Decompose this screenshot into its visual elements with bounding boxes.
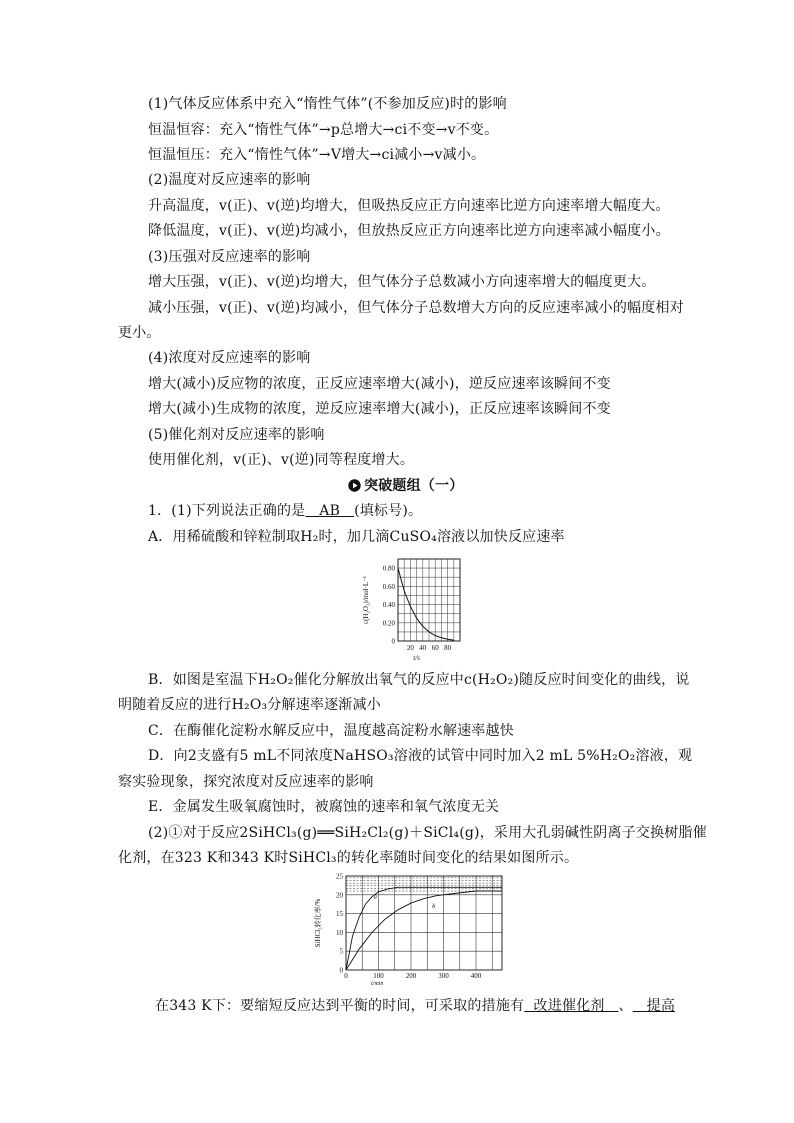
play-circle-icon <box>348 479 361 497</box>
y-tick-label: 10 <box>336 928 343 937</box>
y-tick-label: 0.80 <box>382 564 395 573</box>
text-line: 增大(减小)反应物的浓度，正反应速率增大(减小)，逆反应速率该瞬间不变 <box>148 376 611 392</box>
y-tick-label: 0 <box>339 966 343 975</box>
part-2-line-2: 化剂，在323 K和343 K时SiHCl₃的转化率随时间变化的结果如图所示。 <box>118 850 579 866</box>
separator: 、 <box>618 998 633 1014</box>
text-line: 升高温度，v(正)、v(逆)均增大，但吸热反应正方向速率比逆方向速率增大幅度大。 <box>148 198 670 214</box>
y-tick-label: 0.20 <box>382 619 395 628</box>
option-d-line-1: D．向2支盛有5 mL不同浓度NaHSO₃溶液的试管中同时加入2 mL 5%H₂O₂溶液，观 <box>148 748 693 764</box>
text-line: (5)催化剂对反应速率的影响 <box>148 427 325 443</box>
x-tick-label: 400 <box>470 972 482 980</box>
option-d-line-2: 察实验现象，探究浓度对反应速率的影响 <box>118 774 374 790</box>
text-line: (1)气体反应体系中充入“惰性气体”(不参加反应)时的影响 <box>148 96 507 112</box>
text-line: (2)温度对反应速率的影响 <box>148 172 311 188</box>
stem-suffix: (填标号)。 <box>354 503 423 519</box>
y-tick-label: 15 <box>336 910 343 919</box>
y-axis-label: c(H₂O₂)/mol·L⁻¹ <box>362 576 370 624</box>
text-line: 增大(减小)生成物的浓度，逆反应速率增大(减小)，正反应速率该瞬间不变 <box>148 401 611 417</box>
section-heading <box>348 477 463 497</box>
stem-prefix: 1．(1)下列说法正确的是 <box>148 503 306 519</box>
text-line: (4)浓度对反应速率的影响 <box>148 350 311 366</box>
y-tick-label: 0.60 <box>382 582 395 591</box>
series-line-b <box>346 891 502 970</box>
text-line: 恒温恒压：充入“惰性气体”→V增大→ci减小→v减小。 <box>148 147 486 163</box>
y-tick-label: 25 <box>336 872 343 881</box>
series-line-a <box>346 887 502 970</box>
x-tick-label: 300 <box>438 972 449 980</box>
series-label-a: a <box>373 893 377 901</box>
answer-1-text: 改进催化剂 <box>533 998 605 1014</box>
answer-2-text: 提高 <box>646 998 676 1014</box>
x-tick-label: 20 <box>406 644 414 652</box>
x-tick-label: 200 <box>405 972 417 980</box>
x-tick-label: 80 <box>444 644 452 652</box>
answer-blank-1 <box>524 998 618 1014</box>
series-label-b: b <box>432 902 436 910</box>
x-tick-label: 100 <box>373 972 384 980</box>
x-tick-label: 0 <box>344 972 348 980</box>
final-prefix: 在343 K下：要缩短反应达到平衡的时间，可采取的措施有 <box>155 998 525 1014</box>
option-b-line-2: 明随着反应的进行H₂O₃分解速率逐渐减小 <box>118 697 381 713</box>
text-line: 更小。 <box>118 325 161 341</box>
y-axis-label: SiHCl₃转化率/% <box>314 898 322 948</box>
y-tick-label: 0.40 <box>382 601 395 610</box>
answer-blank-2 <box>633 998 675 1014</box>
plot-frame <box>346 876 502 970</box>
option-a: A．用稀硫酸和锌粒制取H₂时，加几滴CuSO₄溶液以加快反应速率 <box>148 529 565 545</box>
y-tick-label: 20 <box>336 891 343 900</box>
final-line <box>155 997 675 1015</box>
x-axis-label: t/s <box>413 654 420 662</box>
series-line <box>398 568 454 640</box>
text-line: 降低温度，v(正)、v(逆)均减小，但放热反应正方向速率比逆方向速率减小幅度小。 <box>148 223 670 239</box>
text-line: 减小压强，v(正)、v(逆)均减小，但气体分子总数增大方向的反应速率减小的幅度相对 <box>148 300 684 316</box>
x-tick-label: 60 <box>431 644 439 652</box>
text-line: 恒温恒容：充入“惰性气体”→p总增大→ci不变→v不变。 <box>148 122 499 138</box>
text-line: 增大压强，v(正)、v(逆)均增大，但气体分子总数减小方向速率增大的幅度更大。 <box>148 274 656 290</box>
question-1-stem <box>148 502 422 520</box>
option-e: E．金属发生吸氧腐蚀时，被腐蚀的速率和氧气浓度无关 <box>148 799 500 815</box>
part-2-line-1: (2)①对于反应2SiHCl₃(g)══SiH₂Cl₂(g)＋SiCl₄(g)，采用大孔弱碱性阴离子交换树脂催 <box>148 825 707 841</box>
answer-text: AB <box>319 503 341 519</box>
y-tick-label: 0 <box>391 637 395 646</box>
option-c: C．在酶催化淀粉水解反应中，温度越高淀粉水解速率越快 <box>148 723 514 739</box>
section-heading-text: 突破题组（一） <box>364 478 464 494</box>
answer-blank <box>305 503 354 519</box>
h2o2-decomposition-chart <box>356 553 476 669</box>
text-line: (3)压强对反应速率的影响 <box>148 249 311 265</box>
x-axis-label: t/min <box>371 981 384 987</box>
text-line: 使用催化剂，v(正)、v(逆)同等程度增大。 <box>148 452 415 468</box>
x-tick-label: 40 <box>419 644 427 652</box>
y-tick-label: 5 <box>339 947 343 956</box>
option-b-line-1: B．如图是室温下H₂O₂催化分解放出氧气的反应中c(H₂O₂)随反应时间变化的曲线，说 <box>148 672 690 688</box>
sihcl3-conversion-chart <box>306 872 506 992</box>
